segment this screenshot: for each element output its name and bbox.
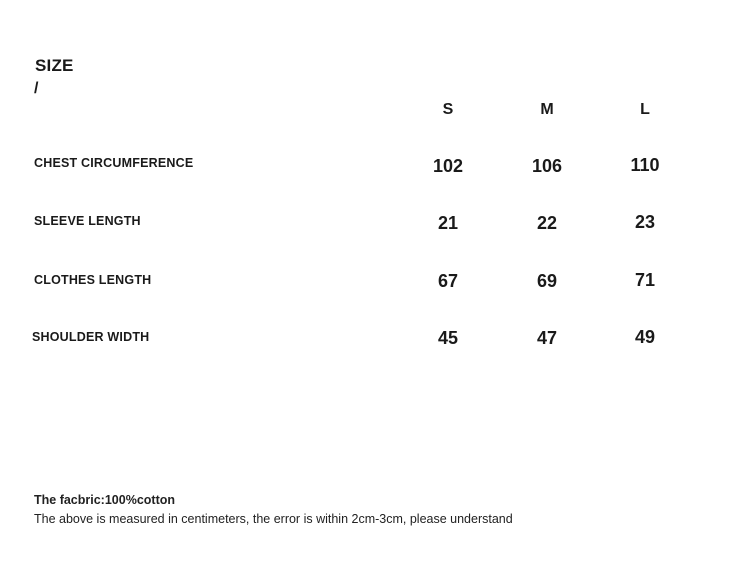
- row-label-clothes: CLOTHES LENGTH: [34, 273, 152, 287]
- cell-chest-l: 110: [630, 155, 660, 175]
- size-header-l: L: [640, 101, 650, 118]
- row-label-shoulder: SHOULDER WIDTH: [32, 330, 150, 344]
- title-slash: /: [34, 80, 39, 97]
- cell-chest-s: 102: [432, 156, 464, 176]
- measurement-note: The above is measured in centimeters, the error is within 2cm-3cm, please understand: [34, 512, 513, 526]
- cell-sleeve-m: 22: [536, 213, 558, 233]
- size-header-m: M: [540, 101, 554, 118]
- row-label-sleeve: SLEEVE LENGTH: [34, 214, 141, 228]
- cell-shoulder-m: 47: [536, 328, 558, 348]
- cell-shoulder-l: 49: [634, 327, 656, 347]
- cell-shoulder-s: 45: [437, 328, 459, 348]
- cell-clothes-l: 71: [634, 270, 656, 290]
- cell-clothes-s: 67: [437, 271, 459, 291]
- cell-chest-m: 106: [531, 156, 563, 176]
- fabric-note: The facbric:100%cotton: [34, 493, 176, 507]
- cell-clothes-m: 69: [536, 271, 558, 291]
- row-label-chest: CHEST CIRCUMFERENCE: [34, 156, 194, 170]
- cell-sleeve-s: 21: [437, 213, 459, 233]
- size-header-s: S: [442, 101, 454, 118]
- size-title: SIZE: [35, 56, 74, 75]
- cell-sleeve-l: 23: [634, 212, 656, 232]
